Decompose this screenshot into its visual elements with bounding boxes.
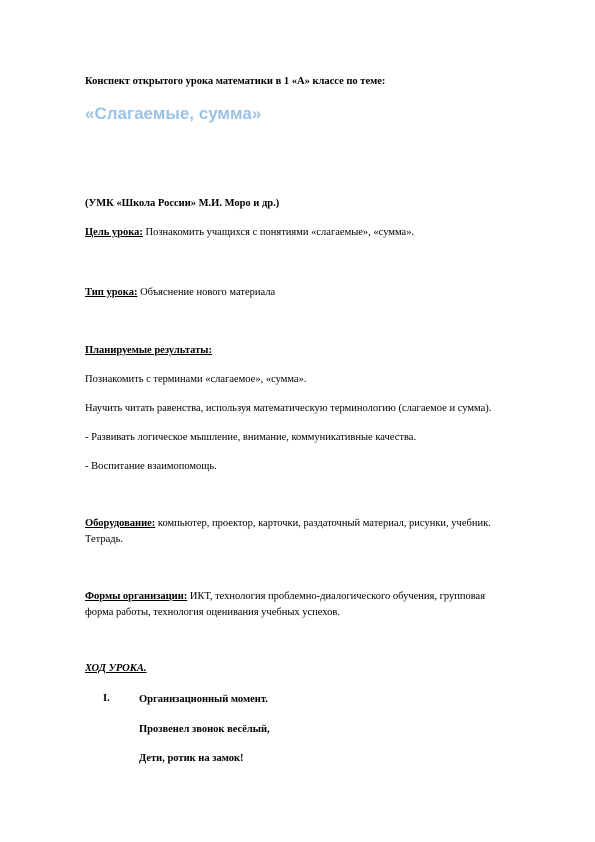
section-number: I. bbox=[103, 693, 110, 704]
umk-line: (УМК «Школа России» М.И. Моро и др.) bbox=[85, 198, 280, 209]
lesson-course-heading: ХОД УРОКА. bbox=[85, 663, 147, 674]
forms-line bbox=[85, 590, 485, 603]
goal-label: Цель урока: bbox=[85, 227, 143, 238]
goal-text: Познакомить учащихся с понятиями «слагаемые», «сумма». bbox=[142, 227, 415, 238]
goal-line bbox=[85, 226, 414, 239]
equipment-line bbox=[85, 517, 491, 530]
equipment-line-2: Тетрадь. bbox=[85, 534, 124, 545]
forms-line-2: форма работы, технология оценивания учебных успехов. bbox=[85, 607, 340, 618]
equipment-text: компьютер, проектор, карточки, раздаточный материал, рисунки, учебник. bbox=[155, 518, 491, 529]
result-item: Познакомить с терминами «слагаемое», «сумма». bbox=[85, 374, 307, 385]
result-item: Научить читать равенства, используя математическую терминологию (слагаемое и сумма). bbox=[85, 403, 492, 414]
intro-line: Конспект открытого урока математики в 1 «А» классе по теме: bbox=[85, 76, 386, 87]
forms-label: Формы организации: bbox=[85, 591, 188, 602]
result-item: - Развивать логическое мышление, внимание, коммуникативные качества. bbox=[85, 432, 417, 443]
forms-text: ИКТ, технология проблемно-диалогического обучения, групповая bbox=[187, 591, 486, 602]
results-label: Планируемые результаты: bbox=[85, 345, 212, 356]
lesson-topic-heading: «Слагаемые, сумма» bbox=[85, 104, 262, 123]
type-label: Тип урока: bbox=[85, 287, 138, 298]
type-text: Объяснение нового материала bbox=[137, 287, 276, 298]
result-item: - Воспитание взаимопомощь. bbox=[85, 461, 217, 472]
poem-line: Прозвенел звонок весёлый, bbox=[139, 724, 270, 735]
poem-line: Дети, ротик на замок! bbox=[139, 753, 244, 764]
type-line bbox=[85, 286, 275, 299]
equipment-label: Оборудование: bbox=[85, 518, 156, 529]
section-title: Организационный момент. bbox=[139, 694, 268, 705]
